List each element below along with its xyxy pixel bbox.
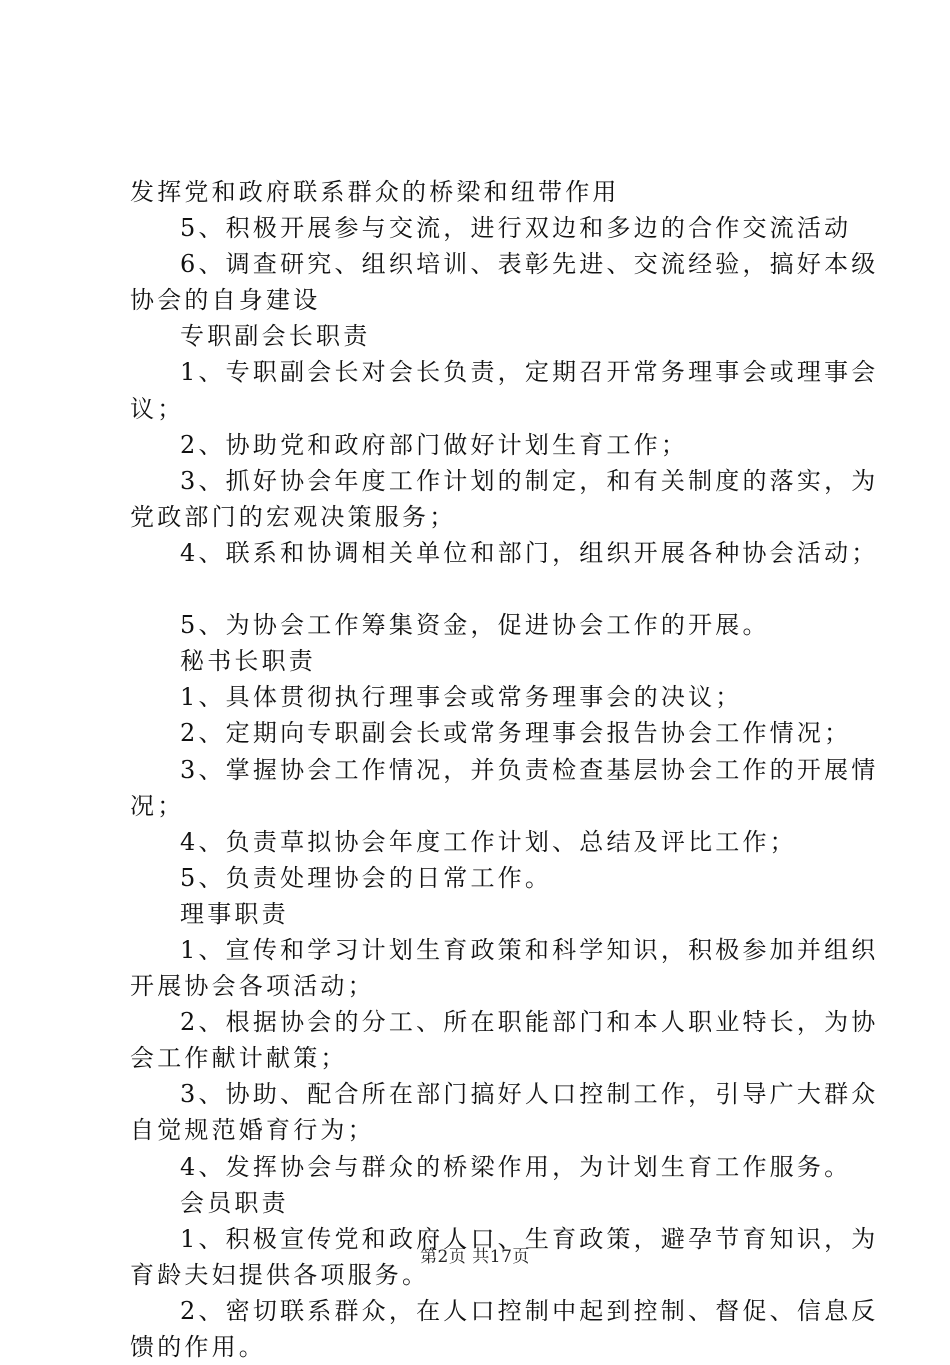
text-line: 4、联系和协调相关单位和部门，组织开展各种协会活动； <box>180 538 879 567</box>
text-line: 1、具体贯彻执行理事会或常务理事会的决议； <box>180 683 743 712</box>
text-line: 6、调查研究、组织培训、表彰先进、交流经验，搞好本级 <box>180 250 879 279</box>
text-line: 协会的自身建设 <box>130 286 321 315</box>
text-line: 3、协助、配合所在部门搞好人口控制工作，引导广大群众 <box>180 1080 879 1109</box>
section-heading: 秘书长职责 <box>180 647 316 676</box>
text-line: 馈的作用。 <box>130 1333 266 1361</box>
text-line: 党政部门的宏观决策服务； <box>130 502 457 531</box>
text-line: 发挥党和政府联系群众的桥梁和纽带作用 <box>130 178 620 206</box>
text-line: 2、协助党和政府部门做好计划生育工作； <box>180 430 689 459</box>
text-line: 3、掌握协会工作情况，并负责检查基层协会工作的开展情 <box>180 755 879 784</box>
text-line: 2、根据协会的分工、所在职能部门和本人职业特长，为协 <box>180 1008 879 1037</box>
text-line: 5、积极开展参与交流，进行双边和多边的合作交流活动 <box>180 214 852 243</box>
text-line: 议； <box>130 394 185 423</box>
text-line: 5、为协会工作筹集资金，促进协会工作的开展。 <box>180 611 770 640</box>
section-heading: 理事职责 <box>180 899 289 928</box>
text-line: 2、定期向专职副会长或常务理事会报告协会工作情况； <box>180 719 852 748</box>
text-line: 3、抓好协会年度工作计划的制定，和有关制度的落实，为 <box>180 466 879 495</box>
text-line: 4、负责草拟协会年度工作计划、总结及评比工作； <box>180 827 797 856</box>
section-heading: 会员职责 <box>180 1188 289 1217</box>
page-number-footer: 第2页 共17页 <box>420 1247 530 1267</box>
section-heading: 专职副会长职责 <box>180 322 371 351</box>
text-line: 自觉规范婚育行为； <box>130 1116 375 1145</box>
text-line: 1、专职副会长对会长负责，定期召开常务理事会或理事会 <box>180 358 879 387</box>
document-body <box>130 174 879 1365</box>
blank-line <box>130 571 830 607</box>
text-line: 2、密切联系群众，在人口控制中起到控制、督促、信息反 <box>180 1296 879 1325</box>
text-line: 会工作献计献策； <box>130 1044 348 1073</box>
text-line: 况； <box>130 791 185 820</box>
text-line: 4、发挥协会与群众的桥梁作用，为计划生育工作服务。 <box>180 1152 852 1181</box>
text-line: 育龄夫妇提供各项服务。 <box>130 1260 430 1289</box>
text-line: 5、负责处理协会的日常工作。 <box>180 863 553 892</box>
text-line: 1、积极宣传党和政府人口、生育政策，避孕节育知识，为 <box>180 1224 879 1253</box>
text-line: 1、宣传和学习计划生育政策和科学知识，积极参加并组织 <box>180 935 879 964</box>
text-line: 开展协会各项活动； <box>130 972 375 1001</box>
